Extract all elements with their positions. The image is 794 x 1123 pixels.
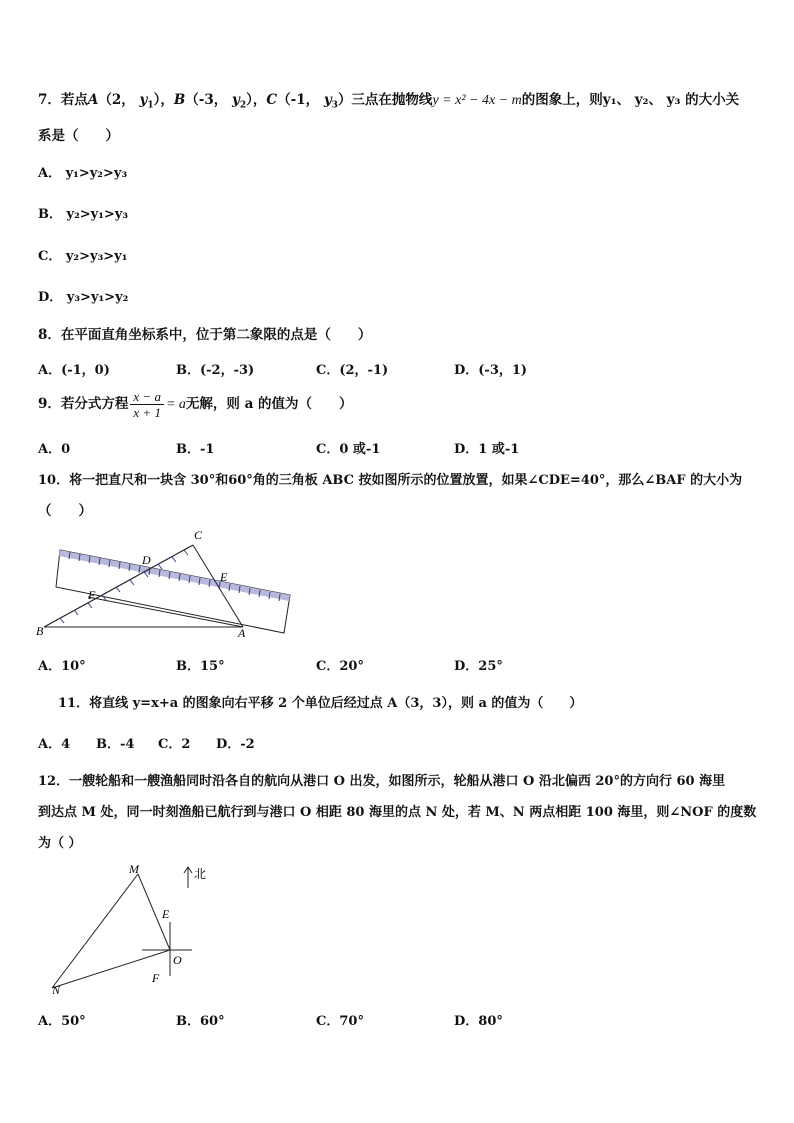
q12-option-a[interactable]: A．50° bbox=[38, 1014, 86, 1029]
q8-option-c[interactable]: C．(2，-1) bbox=[316, 363, 389, 378]
q11-option-a[interactable]: A．4 bbox=[38, 737, 71, 752]
q9-option-d[interactable]: D．1 或-1 bbox=[454, 442, 520, 457]
label-c: C bbox=[194, 528, 203, 542]
label-m: M bbox=[129, 862, 139, 876]
label-north: 北 bbox=[194, 867, 207, 881]
q7-option-a[interactable]: A． y₁>y₂>y₃ bbox=[38, 166, 128, 181]
label-e: E bbox=[220, 570, 228, 584]
q7-option-c[interactable]: C． y₂>y₃>y₁ bbox=[38, 249, 128, 264]
q7-point-a: （2， $y_1$），B（-3， $y_2$），C（-1， $y_3$ bbox=[98, 92, 338, 111]
q7-prefix: 7．若点 bbox=[38, 92, 88, 108]
q9-option-b[interactable]: B．-1 bbox=[176, 442, 215, 457]
question-12-line1: 12．一艘轮船和一艘渔船同时沿各自的航向从港口 O 出发，如图所示，轮船从港口 O 沿北偏西 20°的方向行 60 海里 bbox=[38, 774, 726, 789]
label-f: F bbox=[152, 971, 160, 985]
ruler-triangle-figure bbox=[30, 525, 300, 640]
q10-option-c[interactable]: C．20° bbox=[316, 659, 364, 674]
label-o: O bbox=[173, 953, 182, 967]
label-a: A bbox=[238, 626, 246, 640]
question-10-text: 10．将一把直尺和一块含 30°和60°角的三角板 ABC 按如图所示的位置放置，如果∠CDE=40°，那么∠BAF 的大小为 bbox=[38, 473, 743, 488]
q9-suffix: 无解，则 a 的值为（ ） bbox=[185, 396, 353, 412]
label-e: E bbox=[162, 907, 170, 921]
question-12-line2: 到达点 M 处，同一时刻渔船已航行到与港口 O 相距 80 海里的点 N 处，若 M、N 两点相距 100 海里，则∠NOF 的度数 bbox=[38, 805, 757, 820]
label-b: B bbox=[36, 624, 44, 638]
q9-option-c[interactable]: C．0 或-1 bbox=[316, 442, 381, 457]
q10-option-b[interactable]: B．15° bbox=[176, 659, 225, 674]
label-n: N bbox=[52, 983, 61, 997]
question-9-text bbox=[38, 389, 353, 420]
q12-option-b[interactable]: B．60° bbox=[176, 1014, 225, 1029]
q7-suffix: 的图象上，则y₁、 y₂、 y₃ 的大小关 bbox=[521, 92, 740, 108]
q11-option-b[interactable]: B．-4 bbox=[96, 737, 135, 752]
question-11-text: 11．将直线 y=x+a 的图象向右平移 2 个单位后经过点 A（3，3），则 a 的值为（ ） bbox=[58, 696, 583, 711]
q7-equation: y = x² − 4x − m bbox=[432, 93, 522, 108]
q12-option-d[interactable]: D．80° bbox=[454, 1014, 503, 1029]
question-10-line2: （ ） bbox=[38, 503, 92, 519]
q9-fraction: $\frac{x - a}{x + 1}$ bbox=[130, 389, 164, 420]
q8-option-d[interactable]: D．(-3，1) bbox=[454, 363, 528, 378]
q11-option-d[interactable]: D．-2 bbox=[216, 737, 255, 752]
q9-prefix: 9．若分式方程 bbox=[38, 396, 129, 412]
q11-option-c[interactable]: C．2 bbox=[158, 737, 191, 752]
q9-option-a[interactable]: A．0 bbox=[38, 442, 71, 457]
q8-option-a[interactable]: A．(-1，0) bbox=[38, 363, 110, 378]
q12-option-c[interactable]: C．70° bbox=[316, 1014, 364, 1029]
q8-option-b[interactable]: B．(-2，-3) bbox=[176, 363, 255, 378]
segment-mn bbox=[52, 874, 138, 988]
q7-mid: ）三点在抛物线 bbox=[337, 92, 433, 108]
q9-rhs: = a bbox=[165, 397, 186, 412]
q7-option-d[interactable]: D． y₃>y₁>y₂ bbox=[38, 290, 129, 305]
question-12-line3: 为（ ） bbox=[38, 836, 82, 851]
label-f: F bbox=[88, 588, 96, 602]
q7-option-b[interactable]: B． y₂>y₁>y₃ bbox=[38, 207, 129, 222]
q10-option-d[interactable]: D．25° bbox=[454, 659, 503, 674]
q10-option-a[interactable]: A．10° bbox=[38, 659, 86, 674]
question-7-line1: 7．若点A（2， $y_1$），B（-3， $y_2$），C（-1， $y_3$）三点在抛物线y = x² − 4x − m的图象上，则y₁、 y₂、 y₃ 的大小关 bbox=[38, 92, 740, 111]
question-7-line2: 系是（ ） bbox=[38, 128, 119, 144]
question-8-text: 8．在平面直角坐标系中，位于第二象限的点是（ ） bbox=[38, 327, 372, 343]
ship-bearing-figure bbox=[40, 858, 210, 1000]
label-d: D bbox=[142, 553, 151, 567]
